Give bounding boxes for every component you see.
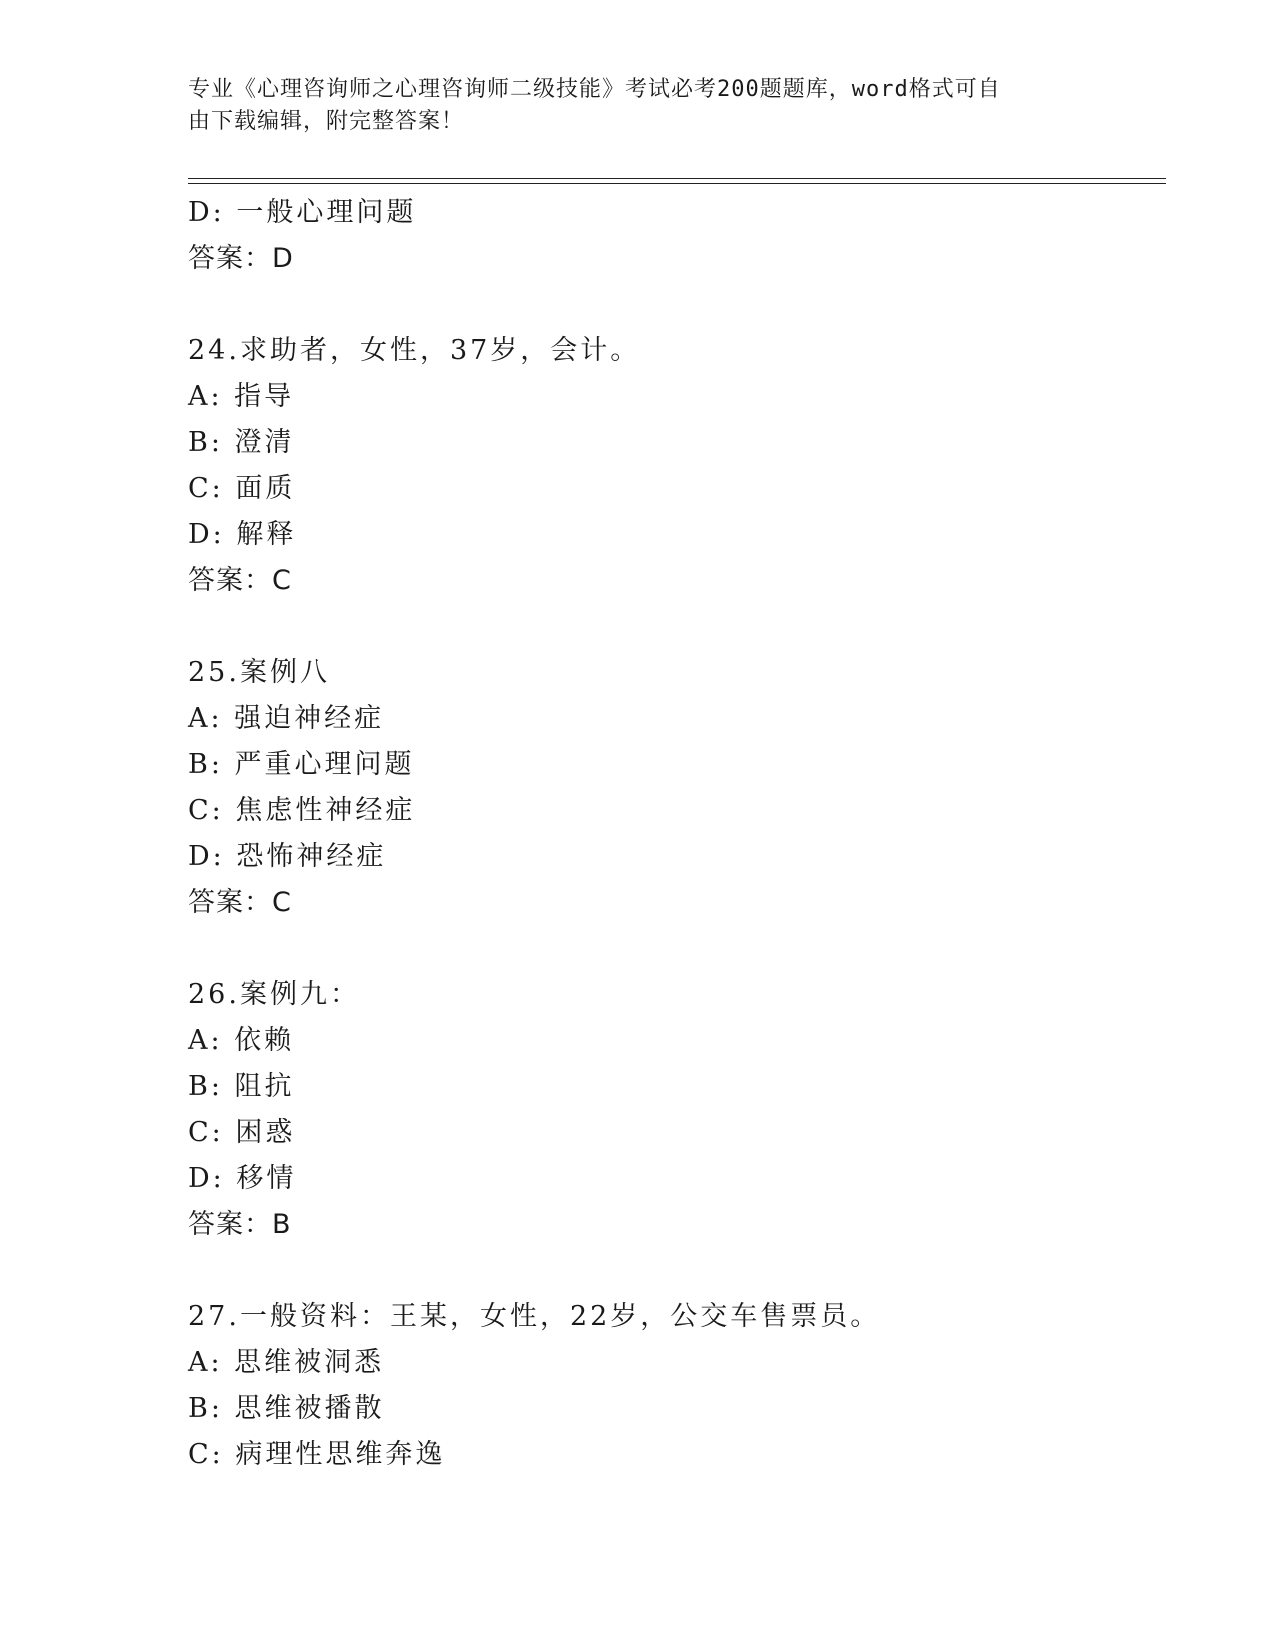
answer-line: 答案：C [188, 887, 292, 918]
spacer [188, 282, 1148, 328]
option-c: C: 病理性思维奔逸 [188, 1439, 446, 1470]
spacer [188, 1248, 1148, 1294]
question-27 [188, 1294, 1148, 1478]
option-c: C: 困惑 [188, 1117, 296, 1148]
option-a: A: 思维被洞悉 [188, 1347, 385, 1378]
option-b: B: 严重心理问题 [188, 749, 415, 780]
option-d: D: 移情 [188, 1163, 297, 1194]
question-stem: 27.一般资料：王某，女性，22岁，公交车售票员。 [188, 1301, 881, 1332]
document-header [188, 74, 1088, 138]
option-d: D: 恐怖神经症 [188, 841, 387, 872]
header-divider-bottom [188, 183, 1166, 184]
spacer [188, 604, 1148, 650]
option-d: D: 解释 [188, 519, 297, 550]
option-c: C: 面质 [188, 473, 296, 504]
header-line-2: 由下载编辑，附完整答案！ [188, 109, 465, 134]
spacer [188, 926, 1148, 972]
question-24 [188, 328, 1148, 604]
answer-line: 答案：B [188, 1209, 292, 1240]
option-d: D: 一般心理问题 [188, 197, 417, 228]
header-divider-top [188, 178, 1166, 179]
option-a: A: 指导 [188, 381, 295, 412]
question-stem: 24.求助者，女性，37岁，会计。 [188, 335, 641, 366]
option-c: C: 焦虑性神经症 [188, 795, 416, 826]
option-a: A: 依赖 [188, 1025, 295, 1056]
question-stem: 26.案例九： [188, 979, 360, 1010]
answer-line: 答案：D [188, 243, 294, 274]
option-b: B: 澄清 [188, 427, 295, 458]
answer-line: 答案：C [188, 565, 292, 596]
option-b: B: 思维被播散 [188, 1393, 385, 1424]
option-b: B: 阻抗 [188, 1071, 295, 1102]
header-line-1: 专业《心理咨询师之心理咨询师二级技能》考试必考200题题库，word格式可自 [188, 77, 1001, 102]
question-stem: 25.案例八 [188, 657, 330, 688]
option-a: A: 强迫神经症 [188, 703, 385, 734]
question-25 [188, 650, 1148, 926]
question-26 [188, 972, 1148, 1248]
question-list [188, 190, 1148, 1478]
